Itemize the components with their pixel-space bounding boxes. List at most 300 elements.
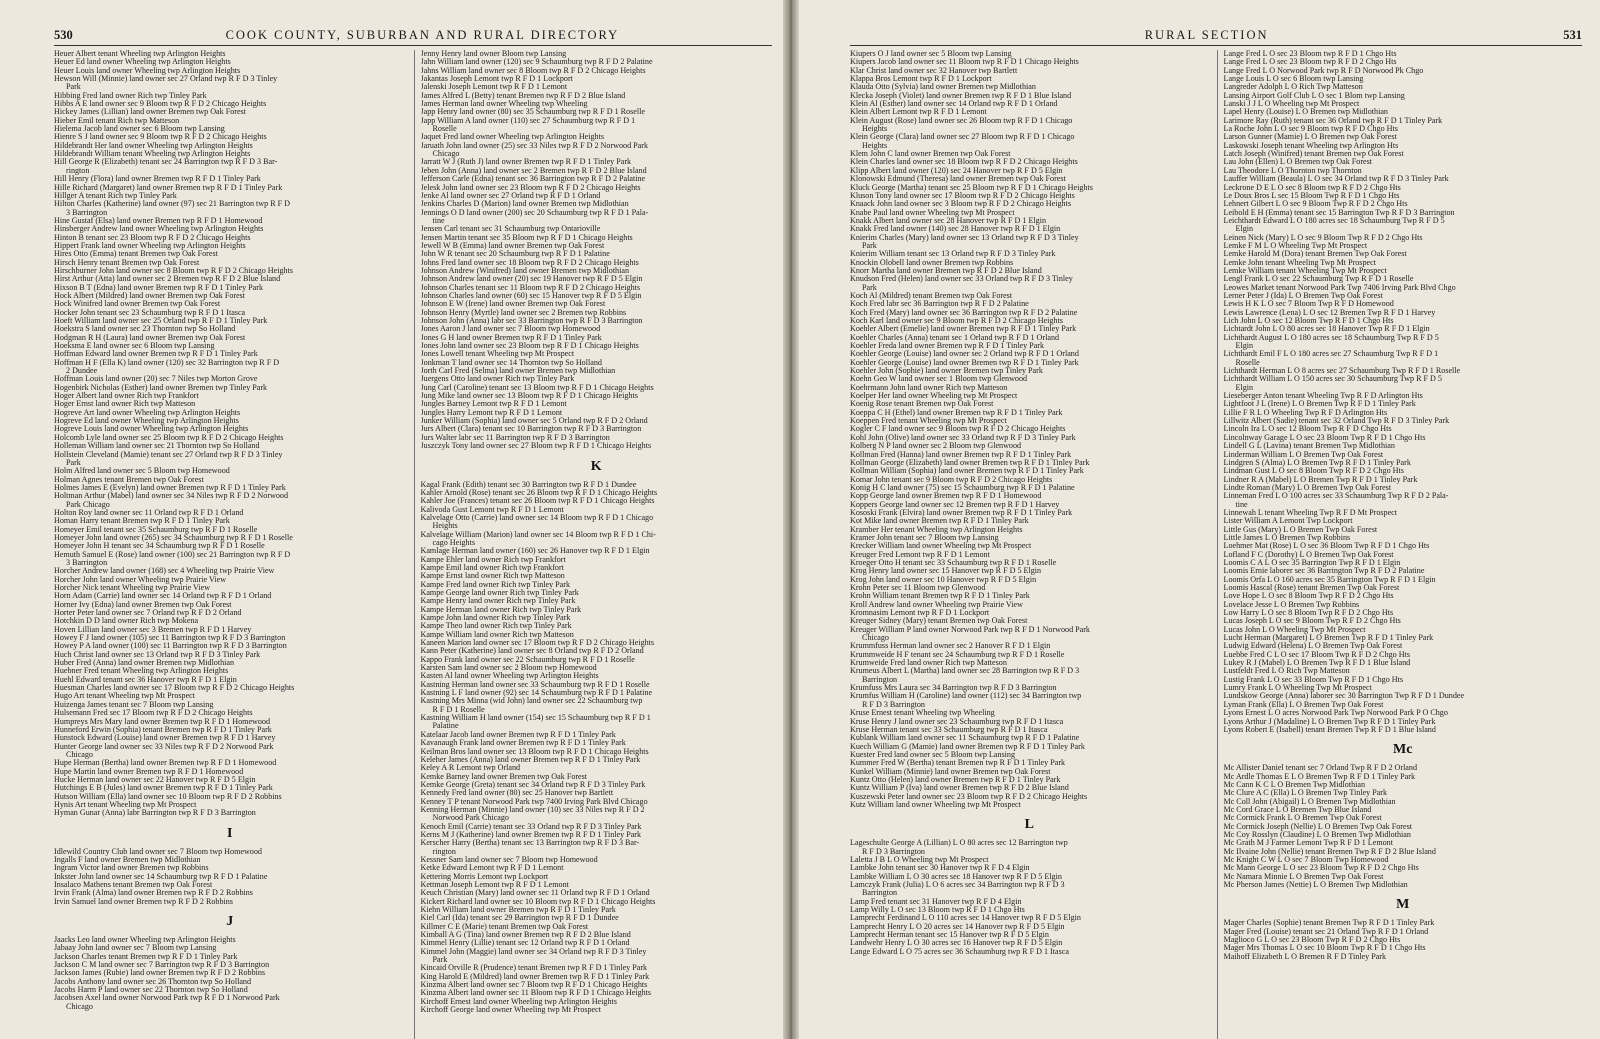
directory-column	[1217, 50, 1583, 1039]
directory-entry: Loomis C A L O sec 35 Barrington Twp R F D 1 Elgin	[1223, 558, 1401, 567]
directory-entry-continuation: Park	[66, 83, 81, 92]
directory-entry: Kerscher Harry (Bertha) tenant sec 13 Barrington twp R F D 3 Bar-	[420, 839, 640, 848]
directory-entry: Landwehr Henry L O 30 acres sec 16 Hanover twp R F D 5 Elgin	[850, 939, 1063, 948]
directory-entry: Kenney T P tenant Norwood Park twp 7400 Irving Park Blvd Chicago	[420, 797, 648, 806]
directory-entry: Koehler George (Louise) land owner sec 2 Orland twp R F D 1 Orland	[850, 350, 1079, 359]
directory-entry: Homeyer John H tenant sec 34 Schaumburg twp R F D 1 Roselle	[54, 542, 265, 551]
directory-entry-continuation: R F D 3 Barrington	[862, 700, 925, 709]
directory-entry: Kososki Frank (Elvira) land owner Bremen twp R F D 1 Tinley Park	[850, 508, 1073, 517]
directory-entry: Horner Ivy (Edna) land owner Bremen twp Oak Forest	[54, 600, 232, 609]
directory-entry: Lindgren S (Alma) L O Bremen Twp R F D 1 Tinley Park	[1223, 458, 1411, 467]
directory-entry: Lewis Lawrence (Lena) L O sec 12 Bremen Twp R F D 1 Harvey	[1223, 308, 1436, 317]
section-letter-heading: M	[1396, 897, 1410, 913]
directory-entry: Lemke F M L O Wheeling Twp Mt Prospect	[1223, 241, 1368, 250]
directory-entry: Kuester Fred land owner sec 5 Bloom twp Lansing	[850, 750, 1015, 759]
directory-entry: Japp Henry land owner (80) sec 35 Schaumburg twp R F D 1 Roselle	[420, 108, 645, 117]
directory-entry: Homeyer Emil tenant sec 35 Schaumburg twp R F D 1 Roselle	[54, 525, 258, 534]
directory-entry: Jabaay John land owner sec 7 Bloom twp Lansing	[54, 944, 217, 953]
directory-entry: Jenke Al land owner sec 27 Orland twp R F D 1 Orland	[420, 191, 601, 200]
directory-entry: Klonowski Edmund (Theresa) land owner Bremen twp Oak Forest	[850, 175, 1066, 184]
directory-entry: Holleman William land owner sec 21 Thornton twp So Holland	[54, 442, 260, 451]
directory-entry: Lindte Roman (Mary) L O Bremen Twp Oak Forest	[1223, 483, 1392, 492]
directory-entry: Hielema Jacob land owner sec 6 Bloom twp Lansing	[54, 125, 225, 134]
directory-entry: Laskowski Joseph tenant Wheeling twp Arlington Hts	[1223, 141, 1399, 150]
directory-entry: Hodgman R H (Laura) land owner Bremen twp Oak Forest	[54, 333, 246, 342]
directory-entry: Kamlage Herman land owner (160) sec 26 Hanover twp R F D 1 Elgin	[420, 547, 650, 556]
directory-entry: Koch Al (Mildred) tenant Bremen twp Oak Forest	[850, 291, 1013, 300]
directory-entry-continuation: Roselle	[432, 125, 457, 134]
directory-entry: Jewell W B (Emma) land owner Bremen twp Oak Forest	[420, 241, 605, 250]
directory-entry: Lincolnway Garage L O sec 23 Bloom Twp R F D 1 Chgo Hts	[1223, 433, 1426, 442]
directory-entry: Loomis Hascal (Rose) tenant Bremen Twp Oak Forest	[1223, 584, 1400, 592]
directory-entry: Krog Henry land owner sec 15 Hanover twp R F D 5 Elgin	[850, 567, 1042, 576]
directory-entry: Hutchings E B (Jules) land owner Bremen twp R F D 1 Tinley Park	[54, 784, 273, 793]
directory-entry: Mc Namara Minnie L O Bremen Twp Oak Forest	[1223, 872, 1384, 881]
directory-entry: Huizenga James tenant sec 7 Bloom twp Lansing	[54, 700, 214, 709]
directory-entry: Kollman William (Sophia) land owner Bremen twp R F D 1 Tinley Park	[850, 467, 1084, 476]
directory-entry: Konig H C land owner (75) sec 15 Schaumburg twp R F D 1 Palatine	[850, 483, 1075, 492]
directory-entry: Holcomb Lyle land owner sec 25 Bloom twp R F D 2 Chicago Heights	[54, 433, 284, 442]
directory-entry: Koch Karl land owner sec 9 Bloom twp R F D 2 Chicago Heights	[850, 317, 1063, 325]
directory-entry: Lillie F R L O Wheeling Twp R F D Arlington Hts	[1223, 408, 1388, 417]
directory-entry: Johnson Charles tenant sec 11 Bloom twp R F D 2 Chicago Heights	[420, 283, 641, 292]
directory-entry: Jurs Walter labr sec 11 Barrington twp R F D 3 Barrington	[420, 433, 610, 442]
directory-entry: Krumeus Albert L (Martha) land owner sec 28 Barrington twp R F D 3	[850, 667, 1080, 676]
directory-entry: Mc Coll John (Abigail) L O Bremen Twp Midlothian	[1223, 797, 1396, 806]
directory-entry: Huehl Edward tenant sec 36 Hanover twp R F D 1 Elgin	[54, 675, 237, 684]
directory-entry: Lustig Frank L O sec 33 Bloom Twp R F D 1 Chgo Hts	[1223, 675, 1404, 684]
directory-entry: Kollman George (Elizabeth) land owner Bremen twp R F D 1 Tinley Park	[850, 458, 1090, 467]
directory-entry: Hyman Gunar (Anna) labr Barrington twp R F D 3 Barrington	[54, 809, 256, 818]
directory-entry: Lageschulte George A (Lillian) L O 80 acres sec 12 Barrington twp	[850, 839, 1068, 848]
directory-entry: Junker William (Sophia) land owner sec 5 Orland twp R F D 2 Orland	[420, 417, 648, 426]
directory-entry: Hoger Ernst land owner Rich twp Matteson	[54, 400, 196, 409]
directory-entry: Lichthardt August L O 180 acres sec 18 Schaumburg Twp R F D 5	[1223, 333, 1439, 342]
directory-entry: Kampe Fred land owner Rich twp Tinley Park	[420, 580, 570, 589]
directory-entry: Kahler Joe (Frances) tenant sec 26 Bloom twp R F D 1 Chicago Heights	[420, 497, 655, 506]
directory-entry: Lukey R J (Mabel) L O Bremen Twp R F D 1 Blue Island	[1223, 659, 1411, 668]
directory-entry: Lichtardt John L O 80 acres sec 18 Hanover Twp R F D 1 Elgin	[1223, 325, 1430, 334]
directory-entry: Kahler Arnold (Rose) tenant sec 26 Bloom twp R F D 1 Chicago Heights	[420, 488, 658, 497]
directory-entry: Lanski J J L O Wheeling twp Mt Prospect	[1223, 100, 1360, 109]
directory-entry: Holton Roy land owner sec 11 Orland twp R F D 1 Orland	[54, 508, 244, 517]
directory-entry: Koehler Freda land owner Bremen twp R F D 1 Tinley Park	[850, 342, 1045, 351]
directory-entry: Koehler John (Sophie) land owner Bremen twp Tinley Park	[850, 367, 1043, 376]
directory-entry: Kasten Al land owner Wheeling twp Arlington Heights	[420, 672, 599, 681]
directory-entry-continuation: Elgin	[1235, 225, 1254, 234]
directory-entry: Lange Fred L O sec 23 Bloom twp R F D 2 Chgo Hts	[1223, 58, 1397, 67]
directory-entry: Koehrmann John land owner Rich twp Matteson	[850, 383, 1008, 392]
directory-entry: Mager Fred (Louise) tenant sec 21 Orland Twp R F D 1 Orland	[1223, 927, 1429, 936]
page-number: 530	[54, 28, 73, 42]
directory-entry: Klipp Albert land owner (120) sec 24 Hanover twp R F D 5 Elgin	[850, 166, 1063, 175]
directory-entry-continuation: tine	[432, 216, 445, 225]
directory-entry: Ingram Victor land owner Bremen twp Robbins	[54, 864, 209, 873]
directory-entry: Jensen Martin tenant sec 35 Bloom twp R F D 1 Chicago Heights	[420, 233, 633, 242]
directory-entry: Hildebrandt Her land owner Wheeling twp Arlington Heights	[54, 141, 253, 150]
directory-entry: Krog John land owner sec 10 Hanover twp R F D 5 Elgin	[850, 575, 1037, 584]
directory-entry: Kessner Sam land owner sec 7 Bloom twp Homewood	[420, 855, 598, 864]
directory-entry: Lemke William tenant Wheeling Twp Mt Prospect	[1223, 266, 1387, 275]
directory-entry-continuation: 3 Barrington	[66, 208, 108, 217]
directory-entry: Horcher John land owner Wheeling twp Prairie View	[54, 575, 227, 584]
directory-entry: Hienre S J land owner sec 9 Bloom twp R F D 2 Chicago Heights	[54, 133, 267, 142]
directory-entry: Kiehn William land owner Bremen twp R F D 1 Tinley Park	[420, 906, 616, 915]
directory-entry: Kiupers Jacob land owner sec 11 Bloom twp R F D 1 Chicago Heights	[850, 58, 1079, 67]
directory-entry: Mc Mann George L O sec 23 Bloom Twp R F D 2 Chgo Hts	[1223, 864, 1419, 873]
directory-entry: Lansing Airport Golf Club L O sec 1 Blom twp Lansing	[1223, 91, 1405, 100]
section-letter-heading: K	[590, 458, 602, 474]
directory-entry: Johnson Andrew (Winifred) land owner Bremen twp Midlothian	[420, 266, 629, 275]
directory-entry: Knorr Martha land owner Bremen twp R F D 2 Blue Island	[850, 266, 1042, 275]
directory-entry: Kimball A G (Tina) land owner Bremen twp R F D 2 Blue Island	[420, 931, 631, 940]
directory-entry: Kreuger Fred Lemont twp R F D 1 Lemont	[850, 550, 990, 559]
directory-entry: Lichthardt William L O 150 acres sec 30 Schaumburg Twp R F D 5	[1223, 375, 1442, 384]
directory-entry: Hutson William (Ella) land owner sec 10 Bloom twp R F D 2 Robbins	[54, 792, 282, 801]
directory-entry: Jones John land owner sec 23 Bloom twp R F D 1 Chicago Heights	[420, 342, 639, 351]
directory-entry-continuation: Barrington	[862, 675, 898, 684]
directory-entry: Lange Edward L O 75 acres sec 36 Schaumburg twp R F D 1 Itasca	[850, 947, 1069, 956]
directory-entry: Idlewild Country Club land owner sec 7 Bloom twp Homewood	[54, 847, 262, 856]
directory-entry: Kampe Ernst land owner Rich twp Matteson	[420, 572, 565, 581]
directory-entry: Hoffman H F (Ella K) land owner (120) sec 32 Barrington twp R F D	[54, 358, 280, 367]
directory-entry: Kuech William G (Mamie) land owner Bremen twp R F D 1 Tinley Park	[850, 742, 1085, 751]
directory-entry: Kublank William land owner sec 11 Schaumburg twp R F D 1 Palatine	[850, 734, 1080, 743]
directory-entry: Mc Ardle Thomas E L O Bremen Twp R F D 1 Tinley Park	[1223, 772, 1416, 781]
directory-entry: Lange Fred L O Norwood Park twp R F D Norwood Pk Chgo	[1223, 66, 1424, 75]
directory-entry: Komar John tenant sec 9 Bloom twp R F D 2 Chicago Heights	[850, 475, 1053, 484]
directory-entry: Jackson C M land owner sec 7 Barrington twp R F D 3 Barrington	[54, 961, 270, 970]
directory-entry: Kampe George land owner Rich twp Tinley Park	[420, 588, 579, 597]
directory-entry: Jones Aaron J land owner sec 7 Bloom twp Homewood	[420, 325, 601, 334]
directory-entry: Jefferson Carle (Edna) tenant sec 36 Barrington twp R F D 2 Palatine	[420, 175, 646, 184]
directory-entry: La Roche John L O sec 9 Bloom twp R F D Chgo Hts	[1223, 125, 1398, 134]
directory-entry: Larson Gunner (Mamie) L O Bremen twp Oak Forest	[1223, 133, 1397, 142]
directory-entry: Hoekstra S land owner sec 23 Thornton twp So Holland	[54, 325, 236, 334]
directory-entry-continuation: 2 Dundee	[66, 367, 98, 376]
directory-entry-continuation: Barrington	[862, 889, 898, 898]
directory-entry: Larimore Ray (Ruth) tenant sec 36 Orland twp R F D 1 Tinley Park	[1223, 116, 1443, 125]
directory-entry: Lau Theodore L O Thornton twp Thornton	[1223, 166, 1362, 175]
directory-entry: Klecka Joseph (Violet) land owner Bremen twp R F D 1 Blue Island	[850, 91, 1072, 100]
directory-entry: Jones G H land owner Bremen twp R F D 1 Tinley Park	[420, 333, 602, 342]
directory-entry: Kettering Morris Lemont twp Lockport	[420, 872, 549, 881]
directory-entry: Kreuger Sidney (Mary) tenant Bremen twp Oak Forest	[850, 617, 1028, 626]
directory-entry: Lemke Harold M (Dora) tenant Bremen Twp Oak Forest	[1223, 250, 1407, 259]
directory-entry: Hirst Arthur (Atta) land owner sec 2 Bremen twp R F D 2 Blue Island	[54, 275, 281, 284]
directory-entry-continuation: cago Heights	[432, 538, 475, 547]
directory-entry: Heuer Albert tenant Wheeling twp Arlington Heights	[54, 50, 226, 58]
directory-entry: Lamprecht Henry L O 20 acres sec 14 Hanover twp R F D 5 Elgin	[850, 922, 1065, 931]
directory-entry: Klein George (Clara) land owner sec 27 Bloom twp R F D 1 Chicago	[850, 133, 1075, 142]
directory-entry: Jenkins Charles D (Marion) land owner Bremen twp Midlothian	[420, 200, 629, 209]
directory-entry: Horter Peter land owner sec 7 Orland twp R F D 2 Orland	[54, 609, 242, 618]
directory-entry-continuation: tine	[1235, 500, 1248, 509]
directory-entry: Kunkel William (Minnie) land owner Bremen twp Oak Forest	[850, 767, 1051, 776]
directory-entry: Jonkman T land owner sec 14 Thornton twp So Holland	[420, 358, 602, 367]
directory-entry: Krummfuss Herman land owner sec 2 Hanover R F D 1 Elgin	[850, 642, 1051, 651]
directory-entry: Lamp Fred tenant sec 31 Hanover twp R F D 4 Elgin	[850, 897, 1022, 906]
directory-entry: Hunstock Edward (Louise) land owner Bremen twp R F D 1 Harvey	[54, 734, 276, 743]
directory-entry: Huesman Charles land owner sec 17 Bloom twp R F D 2 Chicago Heights	[54, 684, 295, 693]
directory-entry: Mc Cann K C L O Bremen Twp Midlothian	[1223, 780, 1366, 789]
directory-entry: Kincaid Orville R (Prudence) tenant Bremen twp R F D 1 Tinley Park	[420, 964, 648, 973]
directory-entry: Hixson B T (Edna) land owner Bremen twp R F D 1 Tinley Park	[54, 283, 264, 292]
directory-entry: Jennings O D land owner (200) sec 20 Schaumburg twp R F D 1 Pala-	[420, 208, 649, 217]
directory-entry: Mc Grath M J Farmer Lemont Twp R F D 1 Lemont	[1223, 839, 1393, 848]
directory-entry: Hine Gustaf (Elsa) land owner Bremen twp R F D 1 Homewood	[54, 216, 263, 225]
directory-entry: Lehnert Gilbert L O sec 9 Bloom Twp R F D 2 Chgo Hts	[1223, 200, 1408, 209]
directory-entry-continuation: Palatine	[432, 722, 459, 731]
directory-entry: Knakk Fred land owner (140) sec 28 Hanover twp R F D 1 Elgin	[850, 225, 1061, 234]
directory-entry: Lange Fred L O sec 23 Bloom twp R F D 1 Chgo Hts	[1223, 50, 1397, 58]
directory-entry: Jahn William land owner (120) sec 9 Schaumburg twp R F D 2 Palatine	[420, 58, 653, 67]
directory-entry: Kolberg N P land owner sec 2 Bloom twp Glenwood	[850, 442, 1022, 451]
directory-entry: Horcher Nick tenant Wheeling twp Prairie View	[54, 584, 211, 592]
directory-entry: Kirchoff Ernest land owner Wheeling twp Arlington Heights	[420, 997, 617, 1006]
directory-entry: Kinzma Albert land owner sec 7 Bloom twp R F D 1 Chicago Heights	[420, 981, 648, 990]
directory-entry: Koehler Albert (Emelie) land owner Bremen twp R F D 1 Tinley Park	[850, 325, 1077, 334]
directory-entry: Homan Harry tenant Bremen twp R F D 1 Tinley Park	[54, 517, 230, 526]
directory-entry: Karsten Sam land owner sec 2 Bloom twp Homewood	[420, 664, 597, 673]
directory-entry: Lofland F C (Dorothy) L O Bremen Twp Oak Forest	[1223, 550, 1394, 559]
directory-entry: Mager Charles (Sophie) tenant Bremen Twp R F D 1 Tinley Park	[1223, 919, 1435, 928]
directory-entry: Knierim William tenant sec 13 Orland twp R F D 3 Tinley Park	[850, 250, 1056, 259]
directory-entry: Lightfoot J L (Irene) L O Bremen Twp R F D 1 Tinley Park	[1223, 400, 1416, 409]
directory-entry: Hock Albert (Mildred) land owner Bremen twp Oak Forest	[54, 291, 246, 300]
directory-entry: Kastning Herman land owner sec 33 Schaumburg twp R F D 1 Roselle	[420, 680, 650, 689]
directory-entry-continuation: Heights	[862, 125, 888, 134]
directory-entry: Laletta J B L O Wheeling twp Mt Prospect	[850, 855, 989, 864]
directory-entry: Kluck George (Martha) tenant sec 25 Bloom twp R F D 1 Chicago Heights	[850, 183, 1093, 192]
directory-entry: Krummweide H F tenant sec 24 Schaumburg twp R F D 1 Roselle	[850, 650, 1065, 659]
directory-entry: Kastning William H land owner (154) sec 15 Schaumburg twp R F D 1	[420, 714, 651, 723]
directory-entry: Inkster John land owner sec 14 Schaumburg twp R F D 1 Palatine	[54, 872, 268, 881]
directory-entry: Hoffman Edward land owner Bremen twp R F D 1 Tinley Park	[54, 350, 258, 359]
directory-entry: Ketke Edward Lemont twp R F D 1 Lemont	[420, 864, 564, 873]
directory-entry: Hildebrandt William tenant Wheeling twp Arlington Heights	[54, 150, 251, 159]
directory-entry: Hickey James (Lillian) land owner Bremen twp Oak Forest	[54, 108, 246, 117]
directory-entry: Humpreys Mrs Mary land owner Bremen twp R F D 1 Homewood	[54, 717, 271, 726]
directory-entry: Kann Peter (Katherine) land owner sec 8 Orland twp R F D 2 Orland	[420, 647, 644, 656]
directory-entry: Keley A R Lemont twp Orland	[420, 764, 521, 773]
directory-entry: Kalivoda Gust Lemont twp R F D 1 Lemont	[420, 505, 564, 514]
directory-entry: Kampe John land owner Rich twp Tinley Park	[420, 614, 571, 622]
directory-entry: Jorth Carl Fred (Selma) land owner Bremen twp Midlothian	[420, 367, 616, 376]
directory-column	[850, 50, 1209, 1039]
directory-entry-continuation: Chicago	[66, 750, 93, 759]
directory-entry-continuation: rington	[66, 166, 90, 175]
directory-entry: Holtman Arthur (Mabel) land owner sec 34 Niles twp R F D 2 Norwood	[54, 492, 289, 501]
directory-entry: John W R tenant sec 20 Schaumburg twp R F D 1 Palatine	[420, 250, 610, 259]
directory-entry: Hucke Herman land owner sec 22 Hanover twp R F D 5 Elgin	[54, 775, 256, 784]
running-title: RURAL SECTION	[1144, 28, 1269, 42]
running-head	[54, 28, 772, 46]
directory-entry-continuation: Norwood Park Chicago	[432, 814, 509, 823]
directory-entry: Klappa Bros Lemont twp R F D 1 Lockport	[850, 75, 992, 84]
directory-entry: Little James L O Bremen Twp Robbins	[1223, 533, 1351, 542]
directory-entry: Jacobs Harm P land owner sec 22 Thornton twp So Holland	[54, 986, 248, 995]
directory-entry: Kagal Frank (Edith) tenant sec 30 Barrington twp R F D 1 Dundee	[420, 480, 637, 489]
directory-entry: Leowes Market tenant Norwood Park Twp 7406 Irving Park Blvd Chgo	[1223, 283, 1456, 292]
directory-entry: Insalaco Mathens tenant Bremen twp Oak Forest	[54, 881, 213, 889]
directory-entry-continuation: Park	[862, 241, 877, 250]
directory-entry: Jensen Carl tenant sec 31 Schaumburg twp Ontarioville	[420, 225, 601, 234]
directory-entry: Hill Henry (Flora) land owner Bremen twp R F D 1 Tinley Park	[54, 175, 261, 184]
directory-entry: Leckrone D E L O sec 8 Bloom twp R F D 2 Chgo Hts	[1223, 183, 1401, 192]
section-letter-heading: Mc	[1393, 742, 1413, 758]
directory-entry-continuation: Elgin	[1235, 383, 1254, 392]
running-title: COOK COUNTY, SUBURBAN AND RURAL DIRECTORY	[225, 28, 620, 42]
directory-entry: Hoeksma E land owner sec 6 Bloom twp Lansing	[54, 342, 215, 351]
directory-entry: Jaacks Leo land owner Wheeling twp Arlington Heights	[54, 936, 236, 945]
directory-entry: Kruse Herman tenant sec 33 Schaumburg twp R F D 1 Itasca	[850, 725, 1048, 734]
directory-entry-continuation: Chicago	[862, 634, 889, 643]
directory-entry: Hogreve Louis land owner Wheeling twp Arlington Heights	[54, 425, 249, 434]
directory-entry: Koch Fred (Mary) land owner sec 36 Barrington twp R F D 2 Palatine	[850, 308, 1078, 317]
directory-entry: Lamprecht Ferdinand L O 110 acres sec 14 Hanover twp R F D 5 Elgin	[850, 914, 1081, 923]
directory-entry: Lichthardt Emil F L O 180 acres sec 27 Schaumburg Twp R F D 1	[1223, 350, 1439, 359]
directory-entry: James Herman land owner Wheeling twp Wheeling	[420, 100, 588, 109]
directory-entry: Koelper Her land owner Wheeling twp Mt Prospect	[850, 392, 1018, 401]
directory-entry: Lauffer William (Beaula) L O sec 34 Orland twp R F D 3 Tinley Park	[1223, 175, 1449, 184]
directory-entry: Kampe Emil land owner Rich twp Frankfort	[420, 563, 564, 572]
directory-entry: Le Doux Bros L sec 15 Bloom Twp R F D 1 Chgo Hts	[1223, 191, 1400, 200]
directory-entry: Lange Louis L O sec 6 Bloom twp Lansing	[1223, 75, 1364, 84]
directory-entry: Kiupers O J land owner sec 5 Bloom twp Lansing	[850, 50, 1012, 58]
book-gutter	[783, 0, 799, 1039]
directory-entry: Lichthardt Herman L O 8 acres sec 27 Schaumburg Twp R F D 1 Roselle	[1223, 367, 1461, 376]
directory-entry: Lengl Frank L O sec 22 Schaumburg Twp R F D 1 Roselle	[1223, 275, 1414, 284]
directory-entry: Krohn William tenant Bremen twp R F D 1 Tinley Park	[850, 592, 1030, 601]
directory-entry: Kogler C F land owner sec 9 Bloom twp R F D 2 Chicago Heights	[850, 425, 1066, 434]
directory-entry: Lamprecht Herman tenant sec 15 Hanover twp R F D 5 Elgin	[850, 931, 1049, 940]
directory-entry: Kampe Henry land owner Rich twp Tinley Park	[420, 597, 576, 606]
directory-entry: Hugo Art tenant Wheeling twp Mt Prospect	[54, 692, 196, 701]
directory-entry: Lambke John tenant sec 30 Hanover twp R F D 4 Elgin	[850, 864, 1030, 873]
directory-entry: Lich John L O sec 12 Bloom Twp R F D 1 Chgo Hts	[1223, 317, 1394, 325]
section-letter-heading: I	[227, 825, 233, 841]
directory-entry-continuation: Elgin	[1235, 342, 1254, 351]
directory-entry: Koehn Geo W land owner sec 1 Bloom twp Glenwood	[850, 375, 1028, 384]
directory-entry-continuation: 3 Barrington	[66, 558, 108, 567]
directory-entry: Knakk Albert land owner sec 28 Hanover twp R F D 1 Elgin	[850, 216, 1047, 225]
directory-entry: Huber Fred (Anna) land owner Bremen twp Midlothian	[54, 659, 235, 668]
directory-entry: Lamp Willy L O sec 13 Bloom twp R F D 1 Chgo Hts	[850, 906, 1025, 915]
directory-entry: Knierim Charles (Mary) land owner sec 13 Orland twp R F D 3 Tinley	[850, 233, 1079, 242]
directory-entry: Hupe Herman (Bertha) land owner Bremen twp R F D 1 Homewood	[54, 759, 277, 768]
directory-entry: Kemke George (Greta) tenant sec 34 Orland twp R F D 3 Tinley Park	[420, 780, 646, 789]
directory-entry: Kohl John (Olive) land owner sec 33 Orland twp R F D 3 Tinley Park	[850, 433, 1076, 442]
directory-entry: Klem John C land owner Bremen twp Oak Forest	[850, 150, 1011, 159]
directory-entry: Kenoch Emil (Carrie) tenant sec 33 Orland twp R F D 3 Tinley Park	[420, 822, 642, 831]
directory-entry: Ingalls F land owner Bremen twp Midlothian	[54, 855, 201, 864]
directory-entry: Johnson Henry (Myrtle) land owner sec 2 Bremen twp Robbins	[420, 308, 627, 317]
directory-entry: Lindell G L (Lavina) tenant Bremen Twp Midlothian	[1223, 442, 1395, 451]
directory-entry: Kiel Carl (Ida) tenant sec 29 Barrington twp R F D 1 Dundee	[420, 914, 619, 923]
directory-entry: Kickert Richard land owner sec 10 Bloom twp R F D 1 Chicago Heights	[420, 897, 656, 906]
directory-entry: Keleher James (Anna) land owner Bremen twp R F D 1 Tinley Park	[420, 755, 641, 764]
directory-entry: Killmer C E (Marie) tenant Bremen twp Oak Forest	[420, 922, 589, 931]
directory-entry: Hewson Will (Minnie) land owner sec 27 Orland twp R F D 3 Tinley	[54, 75, 278, 84]
directory-entry: Krohn Peter sec 11 Bloom twp Glenwood	[850, 584, 986, 592]
directory-entry: Jahns William land owner sec 8 Bloom twp R F D 2 Chicago Heights	[420, 66, 646, 75]
directory-entry: Kromnasim Lemont twp R F D 1 Lockport	[850, 609, 990, 618]
directory-entry-continuation: Park	[862, 283, 877, 292]
directory-entry: Kaneen Marion land owner sec 17 Bloom twp R F D 2 Chicago Heights	[420, 639, 655, 648]
directory-entry: Heuer Ed land owner Wheeling twp Arlington Heights	[54, 58, 231, 67]
directory-entry: Lillwitz Albert (Sadie) tenant sec 32 Orland Twp R F D 3 Tinley Park	[1223, 417, 1450, 426]
directory-entry: Hinsberger Andrew land owner Wheeling twp Arlington Heights	[54, 225, 264, 234]
directory-entry: Koehler George (Louise) land owner Bremen twp R F D 1 Tinley Park	[850, 358, 1079, 367]
directory-entry-continuation: rington	[432, 847, 456, 856]
directory-entry: Luebbe Fred C L O sec 17 Bloom Twp R F D 2 Chgo Hts	[1223, 650, 1410, 659]
directory-entry: Hibbs A E land owner sec 9 Bloom twp R F D 2 Chicago Heights	[54, 100, 267, 109]
directory-entry: Loomis Ernie laborer sec 36 Barrington Twp R F D 2 Palatine	[1223, 567, 1425, 576]
directory-entry: Kramber Her tenant Wheeling twp Arlington Heights	[850, 525, 1023, 534]
directory-entry: Linderman William L O Bremen Twp Oak Forest	[1223, 450, 1384, 459]
directory-entry: Lindner R A (Mabel) L O Bremen Twp R F D 1 Tinley Park	[1223, 475, 1418, 484]
directory-entry: Mc Clure A C (Ella) L O Bremen Twp Tinley Park	[1223, 789, 1388, 798]
directory-entry: Hoffman Louis land owner (20) sec 7 Niles twp Morton Grove	[54, 375, 258, 384]
directory-entry: Langreder Adolph L O Rich Twp Matteson	[1223, 83, 1363, 92]
directory-entry: Koeppa C H (Ethel) land owner Bremen twp R F D 1 Tinley Park	[850, 408, 1063, 417]
directory-entry: Jackson Charles tenant Bremen twp R F D 1 Tinley Park	[54, 952, 238, 961]
column-container	[54, 50, 772, 1039]
running-head	[850, 28, 1582, 46]
directory-entry: Koppers George land owner sec 12 Bremen twp R F D 1 Harvey	[850, 500, 1060, 509]
directory-entry: Lindman Gust L O sec 8 Bloom Twp R F D 2 Chgo Hts	[1223, 467, 1404, 476]
directory-entry: Kummer Fred W (Bertha) tenant Bremen twp R F D 1 Tinley Park	[850, 759, 1066, 768]
left-page	[0, 0, 788, 1039]
directory-entry: Kramer John tenant sec 7 Bloom twp Lansing	[850, 533, 999, 542]
directory-entry: Hoeft William land owner sec 25 Orland twp R F D 1 Tinley Park	[54, 317, 268, 325]
directory-entry: Lyman Frank (Ella) L O Bremen Twp Oak Forest	[1223, 700, 1384, 709]
directory-entry: Jaruath John land owner (25) sec 33 Niles twp R F D 2 Norwood Park	[420, 141, 648, 150]
directory-column	[414, 50, 773, 1039]
directory-entry: Klein Charles land owner sec 18 Bloom twp R F D 2 Chicago Heights	[850, 158, 1078, 167]
directory-entry: Loehmer Mat (Rose) L O sec 36 Bloom Twp R F D 1 Chgo Hts	[1223, 542, 1430, 551]
directory-entry: Koeppen Fred tenant Wheeling twp Mt Prospect	[850, 417, 1007, 426]
directory-entry-continuation: R F D 3 Barrington	[862, 847, 925, 856]
directory-entry: Leinen Nick (Mary) L O sec 9 Bloom Twp R F D 2 Chgo Hts	[1223, 233, 1423, 242]
directory-entry: Lincoln Ira L O sec 12 Bloom Twp R F D Chgo Hts	[1223, 425, 1392, 434]
directory-entry: Lau John (Ellen) L O Bremen twp Oak Forest	[1223, 158, 1373, 167]
directory-entry: Hinton B tenant sec 23 Bloom twp R F D 2 Chicago Heights	[54, 233, 251, 242]
directory-entry: Howey P A land owner (100) sec 11 Barrington twp R F D 3 Barrington	[54, 642, 287, 651]
directory-entry: Jaquet Fred land owner Wheeling twp Arlington Heights	[420, 133, 605, 142]
section-letter-heading: J	[226, 914, 234, 930]
directory-entry: Keuch Christian (Mary) land owner sec 11 Orland twp R F D 1 Orland	[420, 889, 650, 898]
directory-entry: Leibold E H (Emma) tenant sec 15 Barrington Twp R F D 3 Barrington	[1223, 208, 1455, 217]
directory-entry: Johns Fred land owner sec 18 Bloom twp R F D 2 Chicago Heights	[420, 258, 639, 267]
directory-entry: Jakantas Joseph Lemont twp R F D 1 Lockport	[420, 75, 573, 84]
column-container	[850, 50, 1582, 1039]
directory-entry: Hires Otto (Emma) tenant Bremen twp Oak Forest	[54, 250, 218, 259]
directory-entry: Hynis Art tenant Wheeling twp Mt Prospect	[54, 800, 197, 809]
directory-entry-continuation: Park	[432, 956, 448, 965]
directory-entry: Kerns M J (Katherine) land owner Bremen twp R F D 1 Tinley Park	[420, 830, 642, 839]
directory-entry: Kemke Barney land owner Bremen twp Oak Forest	[420, 772, 588, 781]
directory-entry: Loomis Orfa L O 160 acres sec 35 Barrington Twp R F D 1 Elgin	[1223, 575, 1436, 584]
directory-entry: King Harold E (Mildred) land owner Bremen twp R F D 1 Tinley Park	[420, 972, 650, 981]
directory-entry: Lovelace Jesse L O Bremen Twp Robbins	[1223, 600, 1360, 609]
directory-entry: Kastning Mrs Minna (wid John) land owner sec 22 Schaumburg twp	[420, 697, 643, 706]
directory-entry: Lemke John tenant Wheeling Twp Mt Prospect	[1223, 258, 1376, 267]
directory-entry: Krumweide Fred land owner Rich twp Matteson	[850, 659, 1007, 668]
directory-entry: Maihoff Elizabeth L O Bremen R F D Tinley Park	[1223, 952, 1387, 961]
directory-entry: Juergens Otto land owner Rich twp Tinley Park	[420, 375, 575, 384]
